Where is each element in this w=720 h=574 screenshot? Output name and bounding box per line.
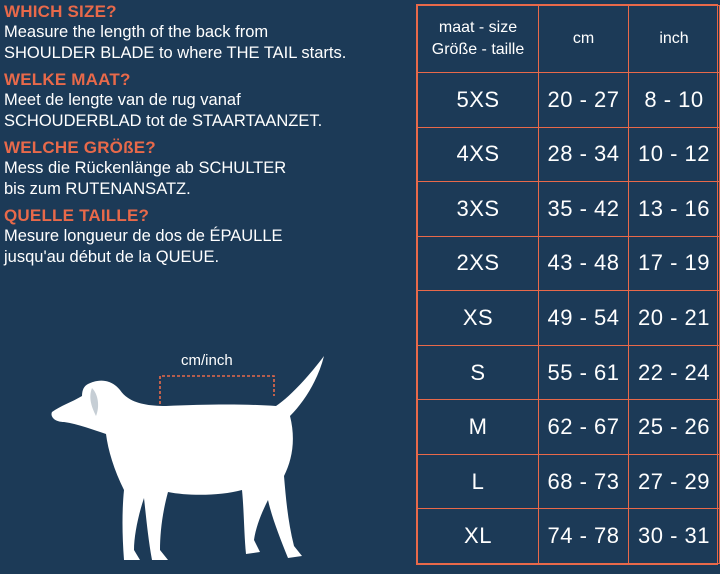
- size-cell: XS: [418, 291, 539, 346]
- table-row: [418, 127, 720, 182]
- size-cell: S: [418, 345, 539, 400]
- instruction-line: Measure the length of the back from: [4, 23, 269, 41]
- table-row: [418, 291, 720, 346]
- dog-diagram: [48, 350, 338, 569]
- size-cell: L: [418, 454, 539, 509]
- cm-cell: 35 - 42: [539, 182, 629, 237]
- instruction-line: Mess die Rückenlänge ab SCHULTER: [4, 159, 287, 177]
- inch-cell: 20 - 21: [629, 291, 720, 346]
- size-cell: 3XS: [418, 182, 539, 237]
- cm-column-header: cm: [539, 6, 629, 73]
- inch-cell: 27 - 29: [629, 454, 720, 509]
- instruction-de: [4, 138, 404, 200]
- dog-silhouette-icon: [48, 350, 338, 569]
- size-table: [416, 4, 718, 565]
- inch-cell: 10 - 12: [629, 127, 720, 182]
- table-row: [418, 454, 720, 509]
- instruction-nl: [4, 70, 404, 132]
- instruction-fr: [4, 206, 404, 268]
- table-row: [418, 400, 720, 455]
- table-header-row: [418, 6, 720, 73]
- inch-cell: 22 - 24: [629, 345, 720, 400]
- instruction-line: SCHOUDERBLAD tot de STAARTAANZET.: [4, 112, 323, 130]
- measure-label: cm/inch: [181, 352, 233, 369]
- instruction-heading: WELCHE GRÖßE?: [4, 138, 156, 157]
- inch-cell: 13 - 16: [629, 182, 720, 237]
- instruction-line: Meet de lengte van de rug vanaf: [4, 91, 241, 109]
- size-column-header: [418, 6, 539, 73]
- instruction-heading: WHICH SIZE?: [4, 2, 117, 21]
- instruction-line: SHOULDER BLADE to where THE TAIL starts.: [4, 44, 347, 62]
- instruction-line: bis zum RUTENANSATZ.: [4, 180, 191, 198]
- size-cell: 2XS: [418, 236, 539, 291]
- size-cell: M: [418, 400, 539, 455]
- instruction-line: Mesure longueur de dos de ÉPAULLE: [4, 227, 283, 245]
- dog-body: [52, 356, 325, 560]
- table-row: [418, 345, 720, 400]
- table-row: [418, 73, 720, 128]
- cm-cell: 74 - 78: [539, 509, 629, 564]
- cm-cell: 20 - 27: [539, 73, 629, 128]
- size-table-grid: [417, 5, 720, 564]
- size-header-line2: Größe - taille: [431, 41, 525, 58]
- cm-cell: 49 - 54: [539, 291, 629, 346]
- cm-cell: 55 - 61: [539, 345, 629, 400]
- table-row: [418, 509, 720, 564]
- table-row: [418, 236, 720, 291]
- cm-cell: 62 - 67: [539, 400, 629, 455]
- size-cell: 4XS: [418, 127, 539, 182]
- instructions-panel: [4, 2, 404, 274]
- cm-cell: 68 - 73: [539, 454, 629, 509]
- size-header-line1: maat - size: [438, 19, 518, 36]
- cm-cell: 28 - 34: [539, 127, 629, 182]
- size-cell: 5XS: [418, 73, 539, 128]
- size-cell: XL: [418, 509, 539, 564]
- instruction-heading: WELKE MAAT?: [4, 70, 131, 89]
- inch-cell: 8 - 10: [629, 73, 720, 128]
- instruction-heading: QUELLE TAILLE?: [4, 206, 150, 225]
- cm-cell: 43 - 48: [539, 236, 629, 291]
- table-row: [418, 182, 720, 237]
- inch-cell: 30 - 31: [629, 509, 720, 564]
- inch-cell: 17 - 19: [629, 236, 720, 291]
- instruction-line: jusqu'au début de la QUEUE.: [4, 248, 220, 266]
- inch-cell: 25 - 26: [629, 400, 720, 455]
- inch-column-header: inch: [629, 6, 720, 73]
- instruction-en: [4, 2, 404, 64]
